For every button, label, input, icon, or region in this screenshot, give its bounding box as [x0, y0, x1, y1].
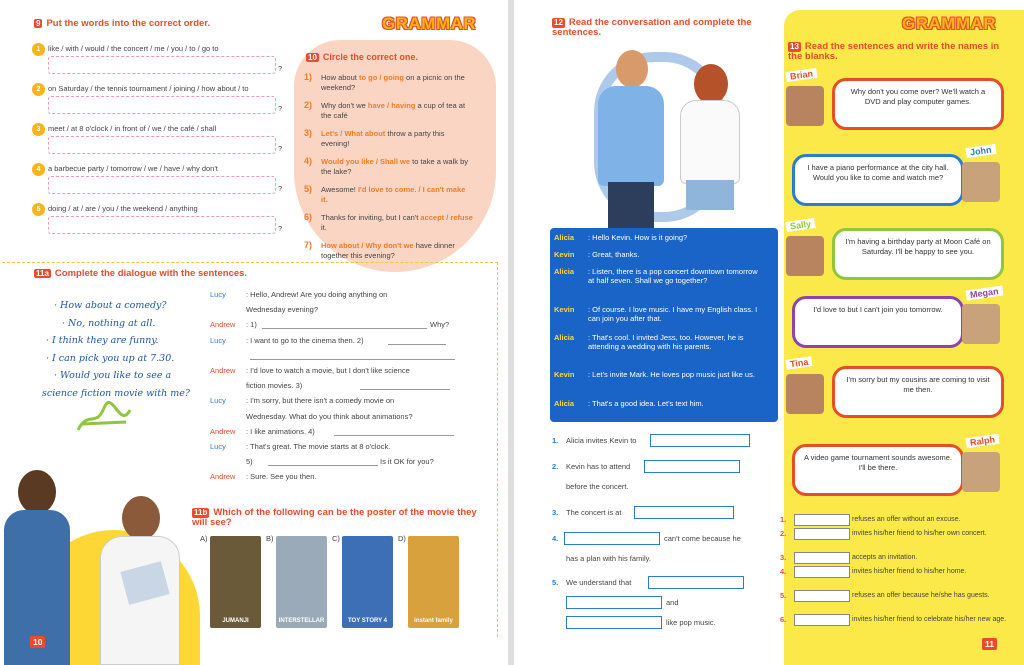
person-photo: [786, 86, 824, 126]
question-text: The concert is at: [566, 508, 622, 517]
speaker-name: Alicia: [554, 233, 575, 242]
question-text: and: [666, 598, 679, 607]
answer-number: 2.: [780, 529, 787, 538]
question-text: can't come because he: [664, 534, 741, 543]
dialogue-line: : I want to go to the cinema then. 2): [246, 335, 364, 345]
poster-title: JUMANJI: [222, 618, 249, 624]
person-photo: [962, 452, 1000, 492]
dialogue-line: Wednesday evening?: [246, 305, 318, 315]
item-choice[interactable]: Would you like / Shall we: [321, 157, 411, 166]
dialogue-line: Wednesday. What do you think about animations?: [246, 411, 413, 421]
movie-poster[interactable]: [276, 536, 327, 628]
answer-line[interactable]: [268, 465, 378, 466]
speech-bubble: I have a piano performance at the city hall. Would you like to come and watch me?: [792, 154, 964, 206]
answer-box[interactable]: [644, 460, 740, 473]
dialogue-end: Is it OK for you?: [380, 457, 434, 467]
question-text: Alicia invites Kevin to: [566, 436, 637, 445]
star-number: 3: [32, 123, 45, 136]
answer-box[interactable]: [794, 514, 850, 526]
ex9-prompt: like / with / would / the concert / me / you / to / go to: [48, 44, 219, 53]
speech-bubble: I'm sorry but my cousins are coming to visit me then.: [832, 366, 1004, 418]
answer-box[interactable]: [634, 506, 734, 519]
grammar-logo: GRAMMAR: [902, 14, 997, 33]
ex9-answer-box[interactable]: [48, 56, 276, 74]
dialogue-line: : I'm sorry, but there isn't a comedy movie on: [246, 396, 395, 406]
item-text: have dinner together this evening?: [321, 241, 455, 260]
answer-box[interactable]: [794, 552, 850, 564]
poster-title: instant family: [414, 618, 453, 624]
item-choice[interactable]: accept / refuse: [420, 213, 473, 222]
star-number: 2: [32, 83, 45, 96]
item-text: Thanks for inviting, but I can't: [321, 213, 421, 222]
speaker-name: Andrew: [210, 320, 236, 330]
question-number: 3.: [552, 508, 559, 517]
answer-number: 6.: [780, 615, 787, 624]
item-text: Awesome!: [321, 185, 358, 194]
speech-bubble: I'm having a birthday party at Moon Café on Saturday. I'll be happy to see you.: [832, 228, 1004, 280]
item-choice[interactable]: How about / Why don't we: [321, 241, 414, 250]
ex10-item: [321, 101, 473, 121]
ex10-item: [321, 157, 473, 177]
answer-box[interactable]: [650, 434, 750, 447]
name-tag: Megan: [965, 286, 1003, 301]
question-number: 4.: [552, 534, 559, 543]
question-number: 1.: [552, 436, 559, 445]
question-text: We understand that: [566, 578, 632, 587]
item-choice[interactable]: I'd love to come. / I can't make it.: [321, 185, 466, 204]
person-photo: [786, 236, 824, 276]
ex10-item: [321, 73, 473, 93]
person-photo: [962, 304, 1000, 344]
speech-bubble: Why don't you come over? We'll watch a DVD and play computer games.: [832, 78, 1004, 130]
ex10-item: [321, 185, 473, 205]
item-number: 4): [304, 156, 313, 166]
answer-box[interactable]: [794, 566, 850, 578]
answer-box[interactable]: [566, 596, 662, 609]
conversation-line: : Hello Kevin. How is it going?: [588, 233, 688, 242]
name-tag: John: [965, 144, 996, 158]
speaker-name: Lucy: [210, 290, 226, 299]
question-mark: ?: [278, 104, 283, 113]
speaker-name: Alicia: [554, 267, 575, 276]
person-photo: [786, 374, 824, 414]
answer-text: refuses an offer without an excuse.: [852, 516, 961, 523]
conversation-line: : Of course. I love music. I have my English class. I can join you after that.: [588, 305, 758, 323]
dialogue-end: Why?: [430, 320, 450, 330]
question-number: 5.: [552, 578, 559, 587]
item-text: Why don't we: [321, 101, 368, 110]
answer-text: accepts an invitation.: [852, 554, 918, 561]
movie-poster[interactable]: [408, 536, 459, 628]
item-number: 7): [304, 240, 313, 250]
dialogue-line: fiction movies. 3): [246, 381, 303, 391]
answer-text: refuses an offer because he/she has guests.: [852, 592, 990, 599]
ex9-prompt: a barbecue party / tomorrow / we / have / why don't: [48, 164, 218, 173]
ex9-answer-box[interactable]: [48, 176, 276, 194]
speaker-name: Lucy: [210, 335, 226, 345]
ex9-prompt: doing / at / are / you / the weekend / anything: [48, 204, 198, 213]
movie-poster[interactable]: [210, 536, 261, 628]
star-number: 4: [32, 163, 45, 176]
note-sentence: · Would you like to see a: [54, 370, 172, 381]
answer-line[interactable]: [334, 435, 454, 436]
question-text: Kevin has to attend: [566, 462, 631, 471]
ex10-heading: 10 Circle the correct one.: [308, 52, 418, 62]
item-text: on a picnic on the weekend?: [321, 73, 465, 92]
speaker-name: Lucy: [210, 396, 226, 406]
answer-number: 5.: [780, 591, 787, 600]
dialogue-line: : That's great. The movie starts at 8 o'clock.: [246, 442, 391, 451]
conversation-line: : Listen, there is a pop concert downtown tomorrow at half seven. Shall we go together?: [588, 267, 758, 285]
dialogue-line: : 1): [246, 320, 257, 330]
item-number: 2): [304, 100, 313, 110]
question-number: 2.: [552, 462, 559, 471]
answer-text: invites his/her friend to his/her home.: [852, 568, 967, 575]
ex9-answer-box[interactable]: [48, 136, 276, 154]
dialogue-line: : I'd love to watch a movie, but I don't like science: [246, 366, 410, 375]
page-number: 10: [30, 636, 45, 648]
option-letter: B): [266, 534, 274, 543]
grammar-logo: GRAMMAR: [382, 14, 477, 33]
name-tag: Tina: [785, 356, 812, 370]
item-text: How about: [321, 73, 359, 82]
speech-bubble: I'd love to but I can't join you tomorrow.: [792, 296, 964, 348]
poster-title: TOY STORY 4: [347, 618, 388, 624]
option-letter: C): [332, 534, 340, 543]
item-number: 3): [304, 128, 313, 138]
answer-box[interactable]: [566, 616, 662, 629]
ex10-item: [321, 213, 473, 233]
ex10-item: [321, 241, 473, 261]
answer-text: invites his/her friend to his/her own concert.: [852, 530, 987, 537]
right-page: [514, 0, 1024, 665]
question-text: has a plan with his family.: [566, 554, 651, 563]
speaker-name: Andrew: [210, 366, 236, 375]
ex12-heading: 12 Read the conversation and complete the sentences.: [552, 17, 752, 38]
conversation-line: : Great, thanks.: [588, 250, 640, 259]
question-mark: ?: [278, 224, 283, 233]
dialogue-line: 5): [246, 457, 253, 467]
answer-line[interactable]: [250, 359, 455, 360]
answer-box[interactable]: [794, 614, 850, 626]
person-photo: [962, 162, 1000, 202]
answer-box[interactable]: [794, 590, 850, 602]
ex9-heading: 9 Put the words into the correct order.: [36, 18, 211, 29]
question-mark: ?: [278, 184, 283, 193]
option-letter: A): [200, 534, 208, 543]
item-number: 1): [304, 72, 313, 82]
speaker-name: Kevin: [554, 370, 575, 379]
conversation-line: : That's a good idea. Let's text him.: [588, 399, 704, 408]
name-tag: Brian: [785, 68, 817, 82]
speech-bubble: A video game tournament sounds awesome. I'll be there.: [792, 444, 964, 496]
answer-box[interactable]: [564, 532, 660, 545]
poster-title: INTERSTELLAR: [278, 618, 325, 624]
answer-number: 1.: [780, 515, 787, 524]
note-sentence: · I think they are funny.: [46, 335, 159, 346]
ex9-answer-box[interactable]: [48, 216, 276, 234]
speaker-name: Kevin: [554, 305, 575, 314]
option-letter: D): [398, 534, 406, 543]
answer-number: 4.: [780, 567, 787, 576]
name-tag: Sally: [785, 218, 815, 232]
speaker-name: Lucy: [210, 442, 226, 451]
ex13-heading: 13 Read the sentences and write the names in the blanks.: [788, 41, 1000, 62]
answer-line[interactable]: [262, 328, 427, 329]
question-mark: ?: [278, 144, 283, 153]
dialogue-line: : I like animations. 4): [246, 426, 315, 436]
star-number: 1: [32, 43, 45, 56]
item-text: it.: [321, 223, 327, 232]
page-number: 11: [982, 638, 997, 650]
answer-box[interactable]: [794, 528, 850, 540]
couple-photo: [574, 42, 764, 232]
ex10-item: [321, 129, 473, 149]
answer-line[interactable]: [388, 344, 446, 345]
dialogue-line: : Hello, Andrew! Are you doing anything on: [246, 290, 388, 299]
item-text: a cup of tea at the café: [321, 101, 466, 120]
speaker-name: Andrew: [210, 426, 236, 436]
note-sentence: · I can pick you up at 7.30.: [46, 352, 175, 364]
ex9-answer-box[interactable]: [48, 96, 276, 114]
question-mark: ?: [278, 64, 283, 73]
note-sentence: science fiction movie with me?: [42, 387, 190, 399]
answer-text: invites his/her friend to celebrate his/her new age.: [852, 616, 1007, 623]
ex9-prompt: meet / at 8 o'clock / in front of / we / the café / shall: [48, 124, 217, 133]
dialogue-line: : Sure. See you then.: [246, 472, 317, 482]
name-tag: Ralph: [965, 434, 999, 448]
left-page: [0, 0, 508, 665]
question-text: like pop music.: [666, 618, 716, 627]
note-sentence: · How about a comedy?: [54, 300, 167, 311]
answer-number: 3.: [780, 553, 787, 562]
speaker-name: Alicia: [554, 333, 575, 342]
ex9-prompt: on Saturday / the tennis tournament / joining / how about / to: [48, 84, 249, 93]
item-choice[interactable]: have / having: [367, 101, 416, 110]
scribble-icon: [74, 400, 134, 436]
item-choice[interactable]: Let's / What about: [321, 129, 386, 138]
star-number: 5: [32, 203, 45, 216]
conversation-line: : Let's invite Mark. He loves pop music just like us.: [588, 370, 755, 379]
question-text: before the concert.: [566, 482, 629, 491]
item-number: 6): [304, 212, 313, 222]
conversation-line: : That's cool. I invited Jess, too. However, he is attending a wedding with his parents.: [588, 333, 744, 351]
item-text: to take a walk by the lake?: [321, 157, 468, 176]
speaker-name: Kevin: [554, 250, 575, 259]
speaker-name: Alicia: [554, 399, 575, 408]
item-choice[interactable]: to go / going: [358, 73, 404, 82]
note-sentence: · No, nothing at all.: [62, 317, 156, 329]
item-text: throw a party this evening!: [321, 129, 445, 148]
ex11b-heading: 11b Which of the following can be the poster of the movie they will see?: [192, 507, 477, 528]
movie-poster[interactable]: [342, 536, 393, 628]
ex11a-heading: 11a Complete the dialogue with the sentences.: [36, 268, 248, 279]
answer-line[interactable]: [360, 389, 450, 390]
ex9-number: 9: [36, 19, 41, 28]
answer-box[interactable]: [648, 576, 744, 589]
speaker-name: Andrew: [210, 472, 236, 482]
item-number: 5): [304, 184, 313, 194]
